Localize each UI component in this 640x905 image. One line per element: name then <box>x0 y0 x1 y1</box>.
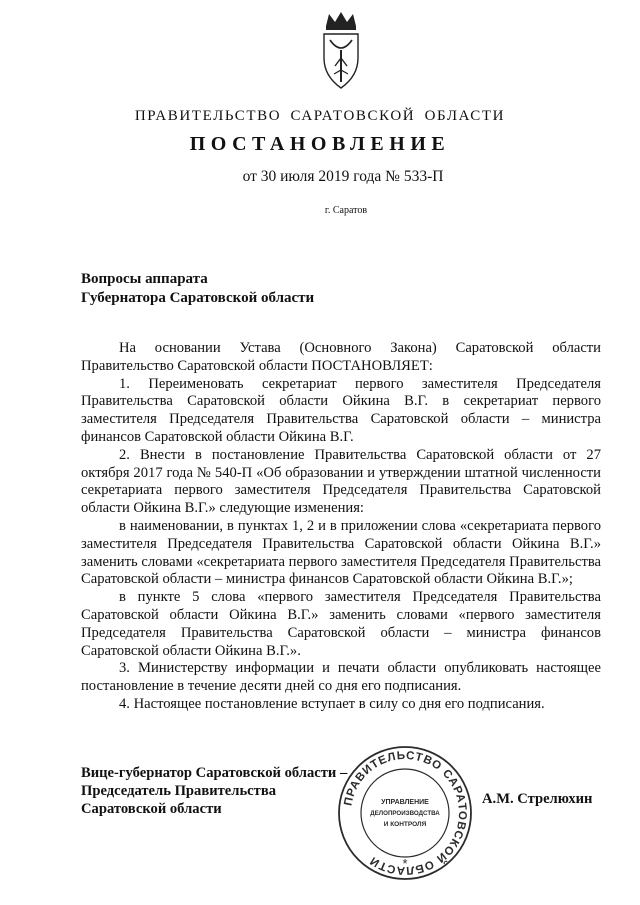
signatory-position <box>81 764 347 818</box>
preamble-paragraph: На основании Устава (Основного Закона) Саратовской области Правительство Саратовской области ПОСТАНОВЛЯЕТ: <box>81 340 601 374</box>
document-body <box>81 340 601 714</box>
coat-of-arms-icon <box>316 10 366 92</box>
stamp-star-icon: * <box>402 856 408 871</box>
signatory-position-line-3: Саратовской области <box>81 801 222 817</box>
item-3-paragraph: 3. Министерству информации и печати области опубликовать настоящее постановление в течение десяти дней со дня его подписания. <box>81 660 601 695</box>
government-name: ПРАВИТЕЛЬСТВО САРАТОВСКОЙ ОБЛАСТИ <box>134 108 506 124</box>
document-subject <box>81 270 314 308</box>
signatory-position-line-2: Председатель Правительства <box>81 783 277 799</box>
document-type: ПОСТАНОВЛЕНИЕ <box>189 133 451 155</box>
stamp-inner-line-2: ДЕЛОПРОИЗВОДСТВА <box>370 810 440 817</box>
signatory-name: А.М. Стрелюхин <box>482 791 593 807</box>
official-stamp <box>336 744 474 882</box>
item-1-paragraph: 1. Переименовать секретариат первого заместителя Председателя Правительства Саратовской области Ойкина В.Г. в секретариат первого заместителя Председателя Правительства Саратовской области – министра финансов Саратовской области Ойкина В.Г. <box>81 375 601 445</box>
item-2-subparagraph-a: в наименовании, в пунктах 1, 2 и в приложении слова «секретариата первого заместителя Председателя Правительства Саратовской области Ойкина В.Г.» заменить словами «секретариата первого заместителя Председателя Правительства Саратовской области – министра финансов Саратовской области Ойкина В.Г.»; <box>81 517 601 588</box>
document-city: г. Саратов <box>324 205 368 216</box>
document-date-number: от 30 июля 2019 года № 533-П <box>242 168 444 185</box>
item-4-paragraph: 4. Настоящее постановление вступает в силу со дня его подписания. <box>119 695 545 712</box>
stamp-inner-line-3: И КОНТРОЛЯ <box>383 821 427 828</box>
item-2-subparagraph-b: в пункте 5 слова «первого заместителя Председателя Правительства Саратовской области Ойкина В.Г.» заменить словами «первого заместителя Председателя Правительства Саратовской области – министра финансов Саратовской области Ойкина В.Г.». <box>81 589 601 659</box>
subject-line-2: Губернатора Саратовской области <box>81 290 315 306</box>
subject-line-1: Вопросы аппарата <box>81 271 208 287</box>
stamp-inner-line-1: УПРАВЛЕНИЕ <box>381 799 429 806</box>
signatory-position-line-1: Вице-губернатор Саратовской области – <box>81 765 348 781</box>
stamp-outer-text: ПРАВИТЕЛЬСТВО САРАТОВСКОЙ ОБЛАСТИ <box>342 749 469 877</box>
item-2-paragraph: 2. Внести в постановление Правительства Саратовской области от 27 октября 2017 года № 540-П «Об образовании и утверждении штатной численности секретариата первого заместителя Председателя Правительства Саратовской области Ойкина В.Г.» следующие изменения: <box>81 446 601 517</box>
